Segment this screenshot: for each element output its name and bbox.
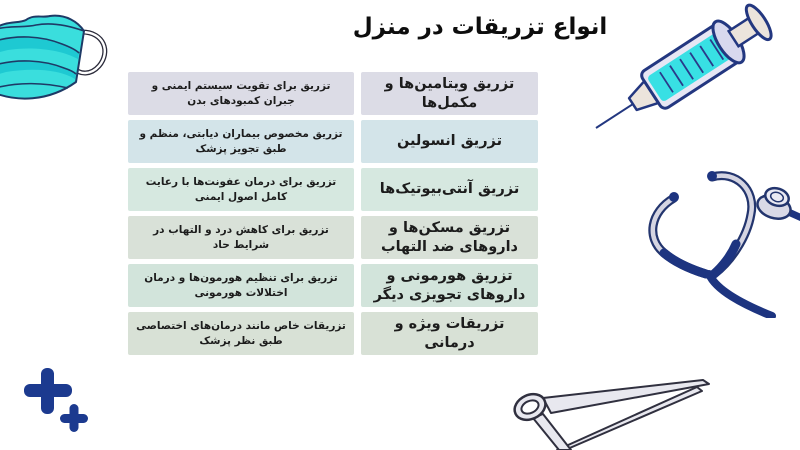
plus-cross-icon bbox=[24, 368, 96, 436]
syringe-icon bbox=[592, 0, 800, 140]
injection-category: تزریق مسکن‌ها و داروهای ضد التهاب bbox=[361, 216, 538, 259]
injection-category: تزریق انسولین bbox=[361, 120, 538, 163]
injection-category: تزریقات ویژه و درمانی bbox=[361, 312, 538, 355]
injection-description: تزریق برای تقویت سیستم ایمنی و جبران کمبودهای بدن bbox=[128, 72, 354, 115]
table-row bbox=[128, 264, 538, 307]
injection-category: تزریق آنتی‌بیوتیک‌ها bbox=[361, 168, 538, 211]
table-row bbox=[128, 120, 538, 163]
injection-description: تزریقات خاص مانند درمان‌های اختصاصی طبق نظر پزشک bbox=[128, 312, 354, 355]
face-mask-icon bbox=[0, 4, 118, 108]
injection-description: تزریق برای تنظیم هورمون‌ها و درمان اختلالات هورمونی bbox=[128, 264, 354, 307]
injection-types-table bbox=[128, 72, 538, 355]
injection-category: تزریق هورمونی و داروهای تجویزی دیگر bbox=[361, 264, 538, 307]
page-title: انواع تزریقات در منزل bbox=[352, 14, 608, 40]
forceps-icon bbox=[497, 362, 747, 450]
table-row bbox=[128, 216, 538, 259]
table-row bbox=[128, 72, 538, 115]
table-row bbox=[128, 168, 538, 211]
injection-description: تزریق مخصوص بیماران دیابتی، منظم و طبق تجویز پزشک bbox=[128, 120, 354, 163]
stethoscope-icon bbox=[632, 150, 800, 318]
table-row bbox=[128, 312, 538, 355]
injection-description: تزریق برای درمان عفونت‌ها با رعایت کامل اصول ایمنی bbox=[128, 168, 354, 211]
injection-category: تزریق ویتامین‌ها و مکمل‌ها bbox=[361, 72, 538, 115]
injection-description: تزریق برای کاهش درد و التهاب در شرایط حاد bbox=[128, 216, 354, 259]
